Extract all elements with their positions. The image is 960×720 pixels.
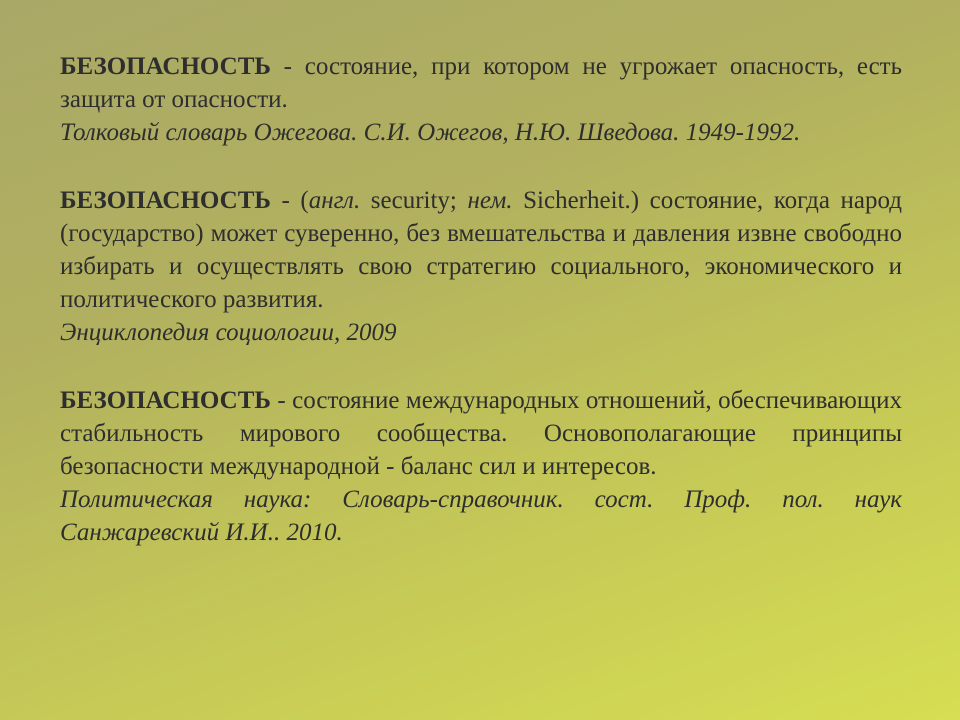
definition-source: Толковый словарь Ожегова. С.И. Ожегов, Н.Ю. Шведова. 1949-1992.	[60, 119, 801, 146]
language-label-english: англ.	[308, 187, 361, 214]
language-label-german: нем.	[467, 187, 513, 214]
definition-paragraph	[60, 50, 902, 116]
definition-entry-1	[60, 50, 902, 149]
definition-term: БЕЗОПАСНОСТЬ	[60, 387, 271, 414]
definition-dash: - (	[270, 187, 309, 214]
definition-text: - состояние, при котором не угрожает опасность, есть защита от опасности.	[60, 53, 902, 113]
definition-term: БЕЗОПАСНОСТЬ	[60, 187, 271, 214]
definition-entry-3	[60, 384, 902, 549]
definition-source: Политическая наука: Словарь-справочник. сост. Проф. пол. наук Санжаревский И.И.. 2010.	[60, 486, 902, 546]
definition-text: - состояние международных отношений, обеспечивающих стабильность мирового сообщества. Основополагающие принципы безопасности международной - баланс сил и интересов.	[60, 387, 902, 480]
definition-source: Энциклопедия социологии, 2009	[60, 319, 397, 346]
definition-term: БЕЗОПАСНОСТЬ	[60, 53, 271, 80]
definition-entry-2	[60, 184, 902, 349]
definition-paragraph	[60, 184, 902, 316]
definition-text: состояние, когда народ (государство) может суверенно, без вмешательства и давления извне свободно избирать и осуществлять свою стратегию социального, экономического и политического развития.	[60, 187, 903, 313]
german-word: Sicherheit.)	[512, 187, 650, 214]
english-word: security;	[360, 187, 468, 214]
definition-paragraph	[60, 384, 902, 483]
